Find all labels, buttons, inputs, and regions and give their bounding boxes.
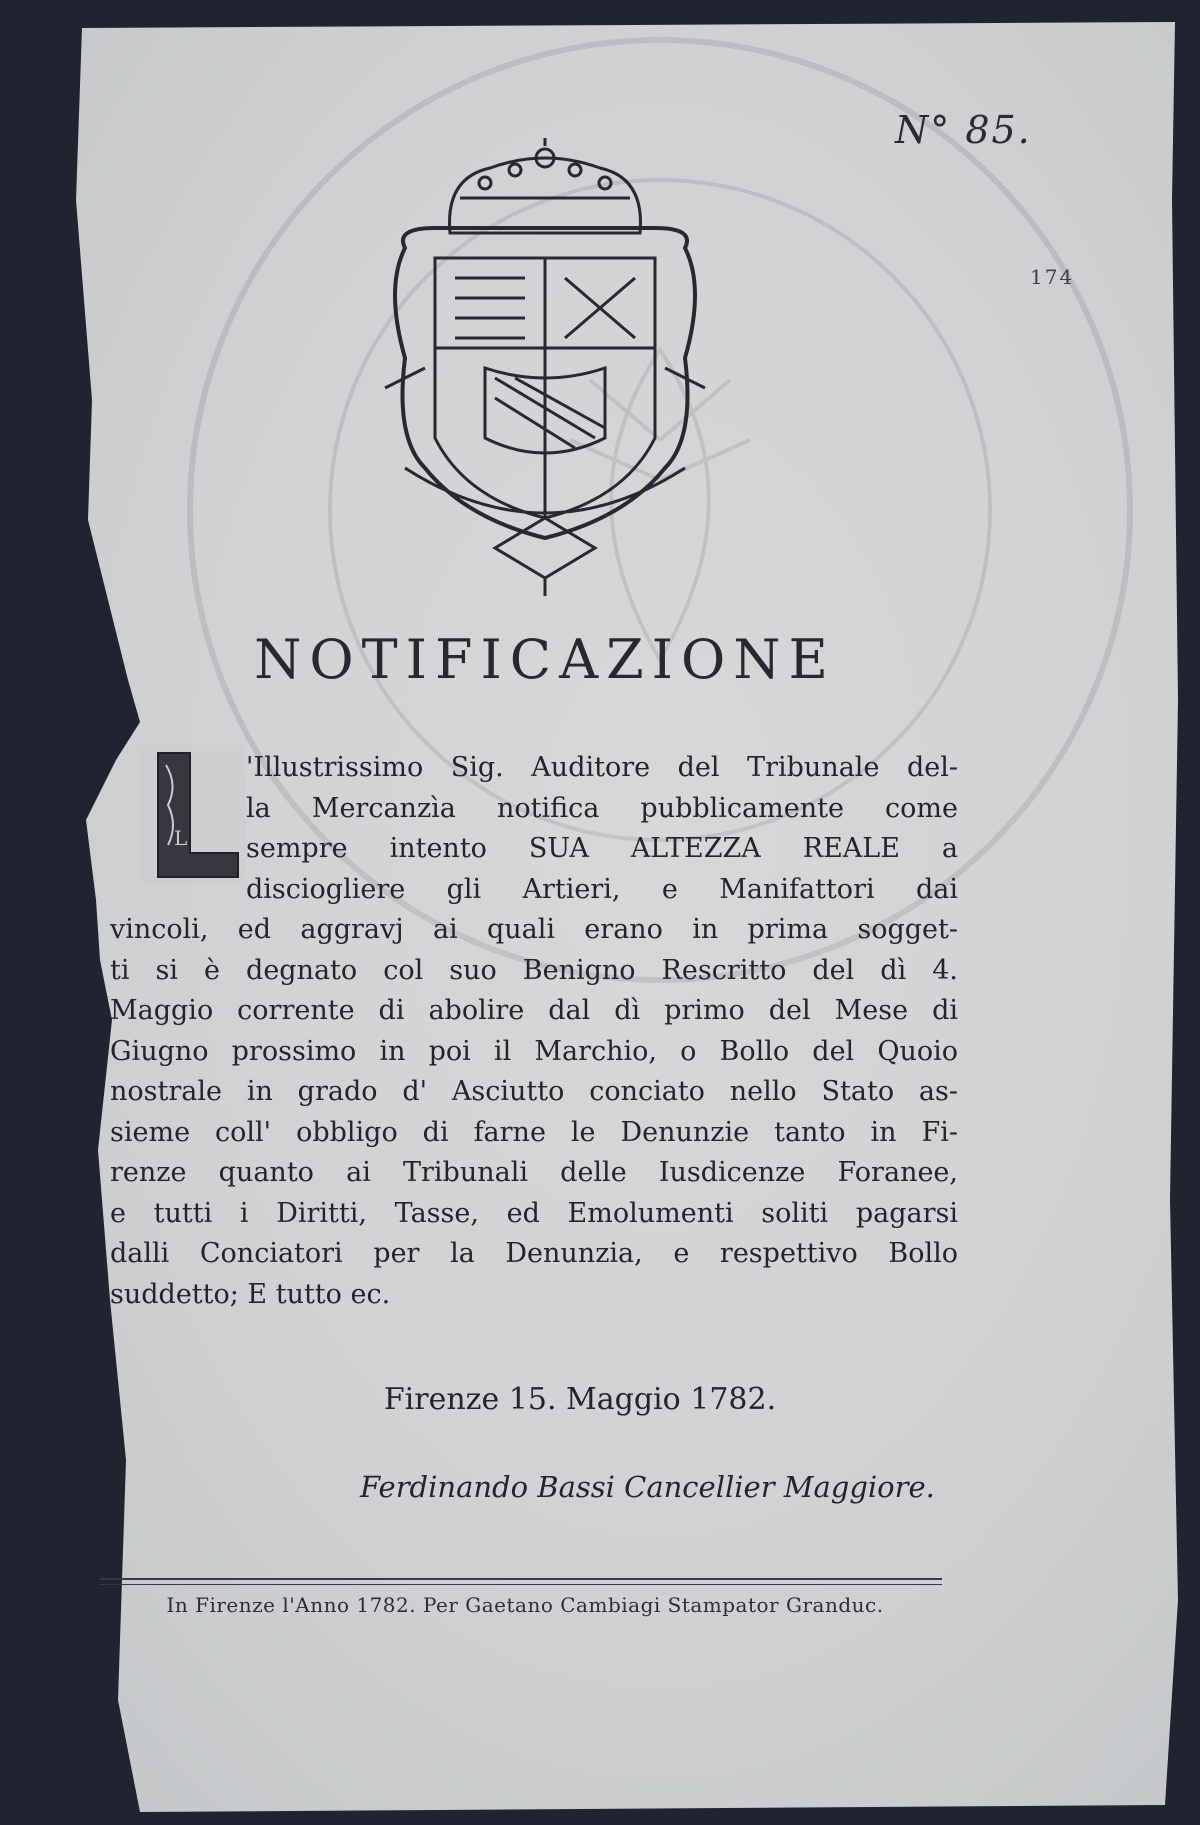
divider-rule (100, 1578, 942, 1580)
drop-cap-letter: L (174, 826, 188, 850)
body-line: la Mercanzìa notifica pubblicamente come (246, 792, 958, 824)
date-line: Firenze 15. Maggio 1782. (383, 1382, 777, 1417)
page-number: 174 (1030, 265, 1075, 289)
handwritten-number: N° 85. (895, 108, 1032, 152)
divider-rule (100, 1584, 942, 1585)
body-line: 'Illustrissimo Sig. Auditore del Tribunale del- (246, 752, 958, 783)
notification-body (110, 748, 958, 1315)
body-line: Giugno prossimo in poi il Marchio, o Bollo del Quoio (110, 1035, 958, 1067)
body-line: e tutti i Diritti, Tasse, ed Emolumenti soliti pagarsi (110, 1197, 958, 1229)
document-title: NOTIFICAZIONE (254, 628, 836, 691)
body-line: dalli Conciatori per la Denunzia, e respettivo Bollo (110, 1238, 958, 1269)
body-line: ti si è degnato col suo Benigno Rescritto del dì 4. (110, 954, 958, 986)
body-line: suddetto; E tutto ec. (110, 1278, 391, 1310)
body-line: disciogliere gli Artieri, e Manifattori dai (246, 873, 958, 905)
body-line: nostrale in grado d' Asciutto conciato nello Stato as- (110, 1076, 958, 1107)
body-line: sieme coll' obbligo di farne le Denunzie tanto in Fi- (110, 1116, 958, 1148)
body-line: Maggio corrente di abolire dal dì primo del Mese di (110, 995, 958, 1026)
coat-of-arms-icon (365, 138, 725, 598)
body-line: renze quanto ai Tribunali delle Iusdicenze Foranee, (110, 1157, 958, 1188)
body-line: vincoli, ed aggravj ai quali erano in prima sogget- (110, 914, 958, 945)
signature-line: Ferdinando Bassi Cancellier Maggiore. (360, 1470, 935, 1504)
body-line: sempre intento SUA ALTEZZA REALE a (246, 833, 958, 864)
printer-imprint: In Firenze l'Anno 1782. Per Gaetano Cambiagi Stampator Granduc. (166, 1593, 884, 1617)
